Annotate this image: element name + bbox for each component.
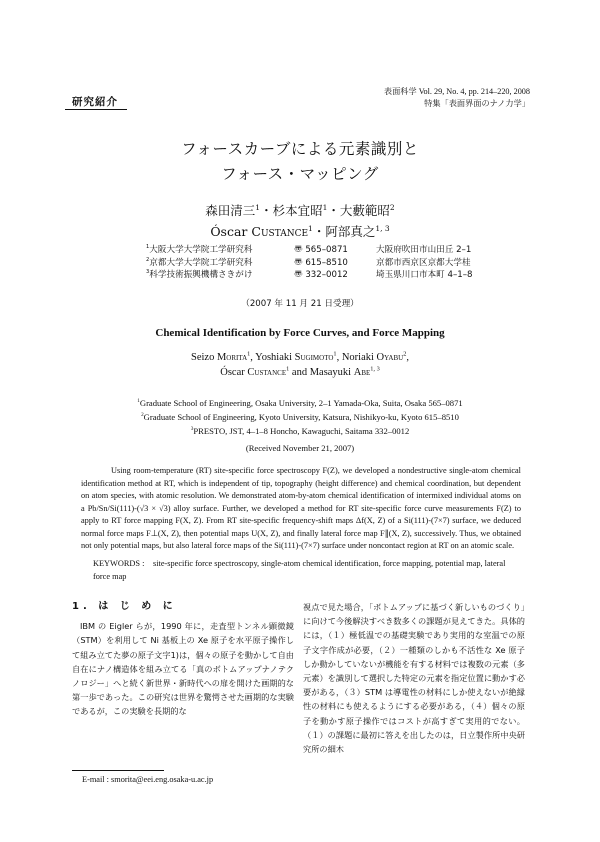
jp-affiliation-address: 埼玉県川口市本町 4–1–8 — [376, 270, 473, 280]
en-affiliation-row: $^2$Graduate School of Engineering, Kyoto University, Katsura, Nishikyo-ku, Kyoto 615–8510 — [141, 411, 459, 422]
jp-affiliation-row: $^2$京都大学大学院工学研究科 〠 615–8510 京都市西京区京都大学桂 — [146, 256, 471, 268]
jp-author-affil: 2 — [389, 202, 395, 212]
jp-author-affil: 1 — [308, 223, 313, 233]
footnote-email: E-mail : smorita@eei.eng.osaka-u.ac.jp — [82, 775, 214, 784]
jp-author-name: 森田清三 — [205, 203, 256, 218]
en-author-lastname: Morita — [216, 352, 248, 363]
section-label: 研究紹介 — [72, 96, 118, 108]
en-authors-line2: Óscar Custance$^1$ and Masayuki Abe$^{1, 3}$ — [220, 365, 380, 378]
jp-affiliation-row: $^3$科学技術振興機構さきがけ 〠 332–0012 埼玉県川口市本町 4–1–8 — [146, 269, 473, 280]
journal-special-issue: 特集「表面界面のナノ力学」 — [424, 98, 530, 108]
en-affiliation-row: $^1$Graduate School of Engineering, Osaka University, 2–1 Yamada-Oka, Suita, Osaka 565–0871 — [137, 398, 463, 408]
jp-affiliation-row: $^1$大阪大学大学院工学研究科 〠 565–0871 大阪府吹田市山田丘 2–1 — [146, 244, 472, 255]
jp-author-name: 大藪範昭 — [339, 203, 390, 218]
jp-affiliation-address: 大阪府吹田市山田丘 2–1 — [376, 245, 472, 255]
jp-title-line1: フォースカーブによる元素識別と — [181, 140, 419, 158]
jp-author-affil: 1, 3 — [375, 223, 390, 233]
jp-author-name: 阿部真之 — [325, 224, 376, 239]
keywords-label: KEYWORDS : — [93, 559, 145, 568]
body-column-right — [303, 600, 525, 756]
en-authors-line1: Seizo Morita$^1$, Yoshiaki Sugimoto$^1$, Noriaki Oyabu$^2$, — [191, 350, 409, 363]
keywords-text: site-specific force spectroscopy, single-atom chemical identification, force mapping, potential map, lateral force map — [93, 559, 506, 581]
jp-author-separator: ・ — [312, 224, 326, 239]
body-column-left — [72, 600, 294, 719]
jp-received-date: （2007 年 11 月 21 日受理） — [241, 299, 359, 309]
en-received-date: (Received November 21, 2007) — [245, 443, 355, 453]
jp-affiliation-name: 大阪大学大学院工学研究科 — [149, 245, 253, 255]
jp-affiliation-address: 京都市西京区京都大学桂 — [376, 257, 471, 268]
en-title: Chemical Identification by Force Curves, and Force Mapping — [155, 327, 445, 339]
jp-author-firstname: Óscar — [210, 224, 248, 239]
en-author-lastname: Custance — [247, 366, 287, 378]
journal-citation: 表面科学 Vol. 29, No. 4, pp. 214–220, 2008 — [383, 87, 530, 96]
jp-authors-line1 — [0, 200, 600, 221]
jp-authors — [0, 200, 600, 242]
footnote-rule — [72, 770, 164, 771]
body-paragraph: 視点で見た場合，「ボトムアップに基づく新しいものづくり」に向けて今後解決すべき数多くの課題が見えてきた。具体的には，（１）極低温での基礎実験であり実用的な室温での原子文字作成が必要，（２）一種類のしかも不活性な Xe 原子しか動かしていないが機能を有する材料では複数の元素（多元素）を識別して選択した特定の元素を指定位置に動かす必要がある，（３）STM は導電性の材料にしか使えないが絶縁性の材料にも使えるようにする必要がある，（４）個々の原子を動かす原子操作ではコストが高すぎて実用的でない。（１）の課題に最初に答えを出したのは，日立製作所中央研究所の細木 — [303, 602, 525, 755]
en-author-lastname: Oyabu — [376, 352, 404, 363]
jp-affiliations — [146, 244, 472, 282]
abstract — [81, 465, 521, 553]
jp-affiliation-name: 科学技術振興機構さきがけ — [149, 270, 253, 280]
jp-author-lastname: Custance — [251, 224, 309, 239]
en-author-lastname: Abe — [353, 366, 371, 378]
jp-affiliation-name: 京都大学大学院工学研究科 — [149, 257, 253, 268]
jp-author-affil: 1 — [322, 202, 328, 212]
journal-info — [384, 86, 530, 109]
en-author-lastname: Sugimoto — [294, 352, 334, 363]
jp-title — [0, 137, 600, 187]
jp-author-name: 杉本宜昭 — [272, 203, 323, 218]
en-authors — [0, 351, 600, 380]
section-heading: 1. は じ め に — [72, 601, 177, 612]
jp-affiliation-zip: 〠 615–8510 — [294, 257, 348, 268]
en-affiliation-row: $^3$PRESTO, JST, 4–1–8 Honcho, Kawaguchi, Saitama 332–0012 — [190, 425, 410, 436]
section-label-underline — [65, 109, 127, 110]
en-affiliations — [0, 397, 600, 438]
jp-authors-line2 — [0, 221, 600, 242]
keywords — [93, 558, 523, 583]
body-paragraph: IBM の Eigler らが，1990 年に，走査型トンネル顕微鏡（STM）を利用して Ni 基板上の Xe 原子を水平原子操作して組み立てた夢の原子文字1)は，個々の原子を動かして自由自在にナノ構造体を組み立てる「真のボトムアップナノテクノロジー」へと続く新世界・新時代への扉を開けた画期的な第一歩であった。この研究は世界を驚愕させた画期的な実験であるが，この実験を長期的な — [72, 621, 294, 717]
abstract-text: Using room-temperature (RT) site-specific force spectroscopy F(Z), we developed a nondestructive single-atom chemical identification method at RT, which is independent of tip, topography (height difference) and chemical coordination, but dependent on atom species, with atomic resolution. We demonstrated atom-by-atom chemical identification of intermixed individual atoms on a Pb/Sn/Si(111)-(√3 × √3) alloy surface. Further, we developed a method for RT site-specific force curve measurements F(Z) to apply to RT force mapping F(X, Z). From RT site-specific frequency-shift maps Δf(X, Z) of a Si(111)-(7×7) surface, we deduced normal force maps F⊥(X, Z), then potential maps U(X, Z), and finally lateral force map F∥(X, Z), successively. Thus, we obtained not only potential maps, but also lateral force maps of the Si(111)-(7×7) surface under noncontact region at RT on an atomic scale. — [81, 466, 521, 550]
jp-affiliation-zip: 〠 565–0871 — [294, 245, 348, 255]
jp-author-affil: 1 — [255, 202, 261, 212]
jp-affiliation-zip: 〠 332–0012 — [294, 270, 348, 280]
jp-author-separator: ・ — [260, 203, 273, 218]
jp-title-line2: フォース・マッピング — [221, 165, 379, 183]
jp-author-separator: ・ — [327, 203, 340, 218]
